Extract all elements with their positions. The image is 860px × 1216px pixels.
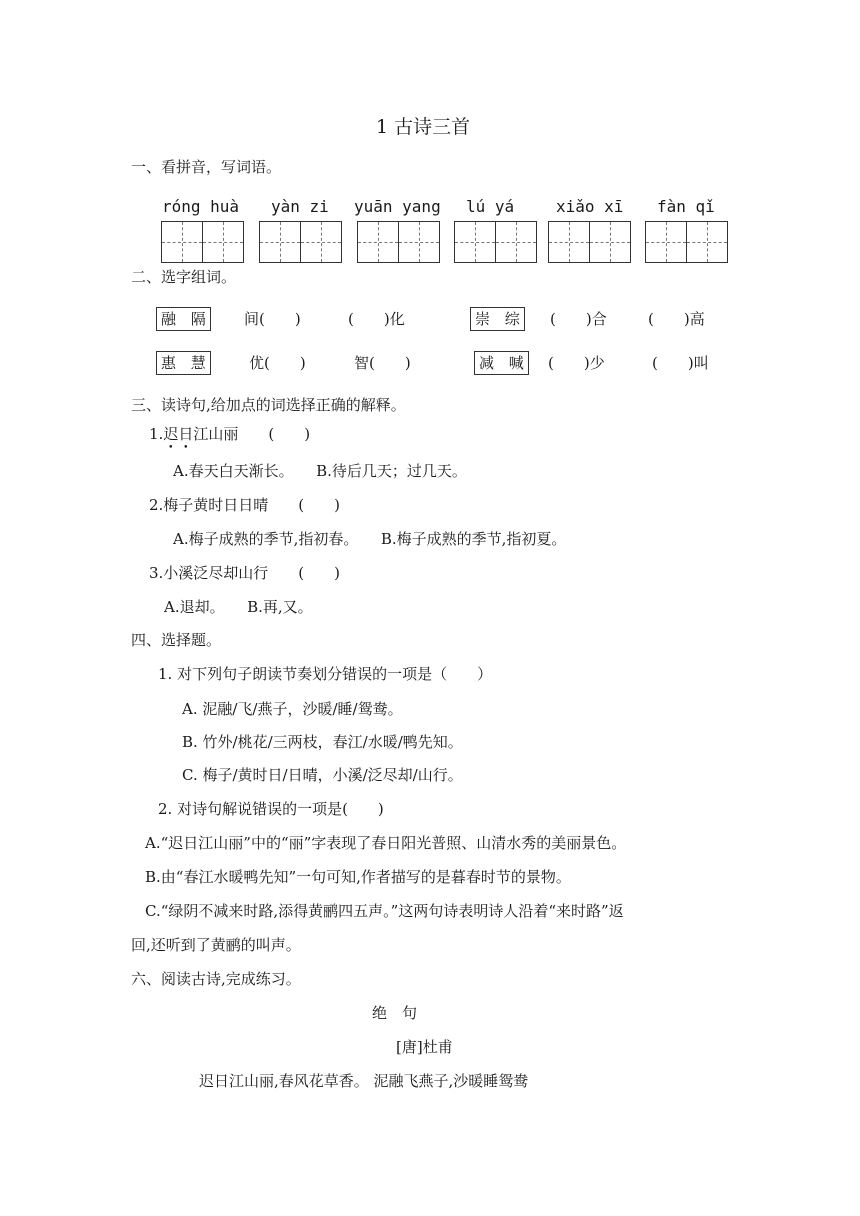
writing-grid-5[interactable]	[548, 221, 630, 263]
fill-blank[interactable]: ( )化	[348, 310, 405, 328]
grid-cell[interactable]	[454, 221, 496, 263]
fill-blank[interactable]: 间( )	[244, 310, 301, 328]
answer-blank[interactable]: ( )	[268, 425, 311, 443]
grid-cell[interactable]	[202, 221, 244, 263]
char-choice-box: 惠 慧	[156, 351, 211, 375]
section-3-heading: 三、读诗句,给加点的词选择正确的解释。	[131, 396, 406, 414]
section-1-heading: 一、看拼音，写词语。	[131, 158, 282, 176]
fill-blank[interactable]: ( )叫	[652, 354, 709, 372]
grid-cell[interactable]	[686, 221, 728, 263]
section-2-heading: 二、选字组词。	[131, 268, 237, 286]
question-3-2: 2.梅子黄时日日晴 ( )	[149, 496, 341, 514]
pinyin-2: yàn zi	[271, 197, 329, 216]
grid-cell[interactable]	[495, 221, 537, 263]
option-c-line-1: C.“绿阴不减来时路,添得黄鹂四五声。”这两句诗表明诗人沿着“来时路”返	[145, 902, 624, 920]
fill-blank[interactable]: ( )少	[548, 354, 605, 372]
question-text: 江山丽	[193, 425, 239, 443]
dotted-char: 日	[178, 425, 194, 443]
poem-title: 绝 句	[372, 1004, 418, 1022]
char-choice-box: 融 隔	[156, 307, 211, 331]
question-4-1: 1. 对下列句子朗读节奏划分错误的一项是（ ）	[158, 665, 493, 683]
section-4-heading: 四、选择题。	[131, 631, 222, 649]
question-3-1-options: A.春天白天渐长。 B.待后几天；过几天。	[173, 462, 467, 480]
option-c-line-2: 回,还听到了黄鹂的叫声。	[131, 936, 301, 954]
page-title: 1 古诗三首	[376, 116, 471, 138]
dotted-char: 迟	[163, 425, 179, 443]
writing-grid-2[interactable]	[259, 221, 341, 263]
question-3-2-options: A.梅子成熟的季节,指初春。 B.梅子成熟的季节,指初夏。	[173, 530, 567, 548]
fill-blank[interactable]: ( )合	[550, 310, 607, 328]
grid-cell[interactable]	[548, 221, 590, 263]
grid-cell[interactable]	[398, 221, 440, 263]
option-b: B.由“春江水暖鸭先知”一句可知,作者描写的是暮春时节的景物。	[145, 868, 571, 886]
question-3-3: 3.小溪泛尽却山行 ( )	[149, 564, 341, 582]
fill-blank[interactable]: 优( )	[249, 354, 306, 372]
writing-grid-1[interactable]	[161, 221, 243, 263]
grid-cell[interactable]	[589, 221, 631, 263]
char-choice-box: 崇 综	[470, 307, 525, 331]
option-a: A.“迟日江山丽”中的“丽”字表现了春日阳光普照、山清水秀的美丽景色。	[145, 834, 627, 852]
question-3-1	[149, 425, 310, 443]
question-number: 1.	[149, 425, 164, 443]
poem-line: 迟日江山丽,春风花草香。 泥融飞燕子,沙暖睡鸳鸯	[199, 1072, 529, 1090]
char-choice-box: 减 喊	[474, 351, 529, 375]
option-c: C. 梅子/黄时日/日晴，小溪/泛尽却/山行。	[182, 766, 463, 784]
pinyin-6: fàn qǐ	[657, 197, 715, 216]
pinyin-4: lú yá	[466, 197, 515, 216]
writing-grid-3[interactable]	[357, 221, 439, 263]
option-a: A. 泥融/飞/燕子，沙暖/睡/鸳鸯。	[182, 700, 403, 718]
pinyin-1: róng huà	[162, 197, 240, 216]
question-4-2: 2. 对诗句解说错误的一项是( )	[158, 800, 384, 818]
question-3-3-options: A.退却。 B.再,又。	[164, 598, 313, 616]
grid-cell[interactable]	[161, 221, 203, 263]
writing-grid-6[interactable]	[645, 221, 727, 263]
writing-grid-4[interactable]	[454, 221, 536, 263]
grid-cell[interactable]	[300, 221, 342, 263]
option-b: B. 竹外/桃花/三两枝，春江/水暖/鸭先知。	[182, 733, 463, 751]
grid-cell[interactable]	[357, 221, 399, 263]
fill-blank[interactable]: ( )高	[648, 310, 705, 328]
pinyin-3: yuān yang	[354, 197, 441, 216]
pinyin-5: xiǎo xī	[556, 197, 624, 216]
poem-author: [唐]杜甫	[396, 1038, 453, 1056]
fill-blank[interactable]: 智( )	[354, 354, 411, 372]
grid-cell[interactable]	[259, 221, 301, 263]
grid-cell[interactable]	[645, 221, 687, 263]
section-6-heading: 六、阅读古诗,完成练习。	[131, 970, 301, 988]
